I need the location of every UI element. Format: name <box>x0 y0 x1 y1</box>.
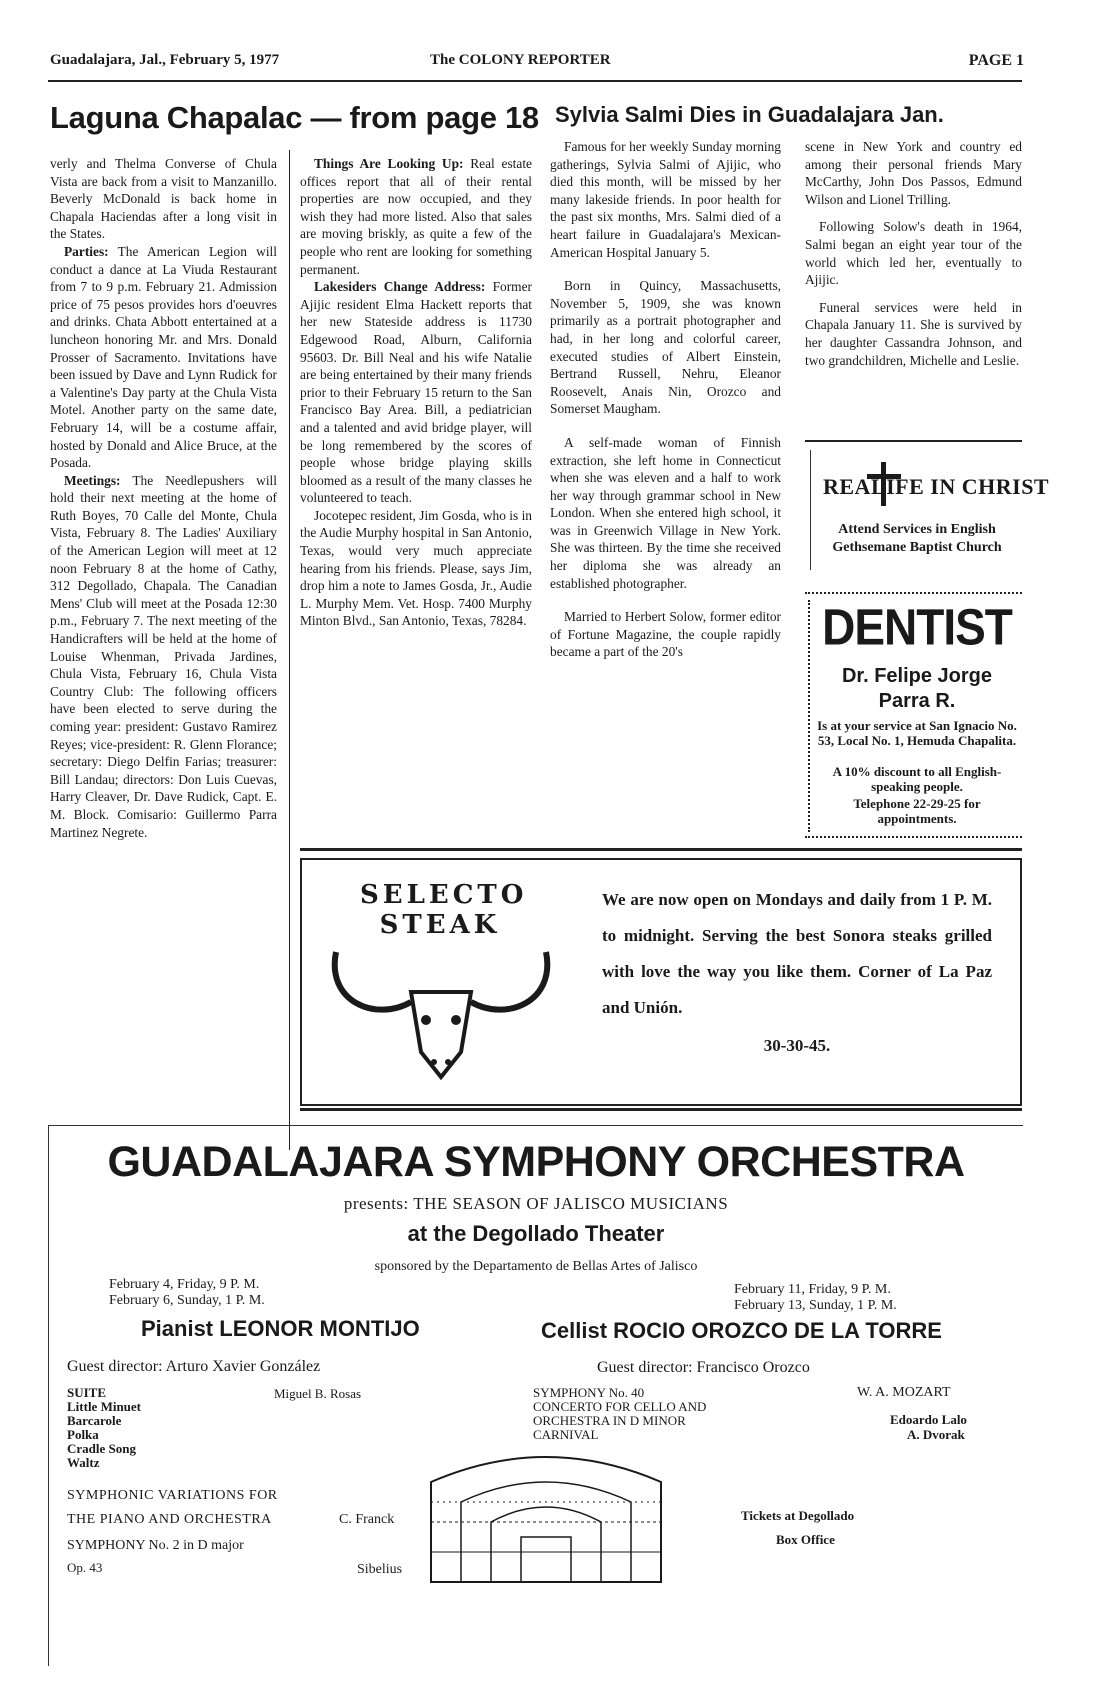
left-work-2b: THE PIANO AND ORCHESTRA <box>67 1512 272 1527</box>
right-composer-2: Edoardo Lalo <box>890 1412 967 1427</box>
laguna-column-1 <box>50 155 277 841</box>
tickets-line-2: Box Office <box>776 1532 835 1547</box>
column-divider <box>289 150 290 1150</box>
dentist-ad-border-top <box>805 592 1022 594</box>
theater-illustration <box>421 1442 671 1592</box>
laguna-paragraph: Meetings: The Needlepushers will hold their next meeting at the home of Ruth Boyes, 70 Calle del Monte, Chula Vista, February 8. The Ladies' Auxiliary of the American Legion will meet at 12 noon February 8 at the home of Cathy, 312 Degollado, Chapala. The Canadian Mens' Club will meet at the Posada 12:30 p.m., February 7. The next meeting of the Handicrafters will be held at the home of Louise Whenman, Privada Jardines, Chula Vista, February 16, Chula Vista Country Club: The following officers have been elected to serve during the coming year: president: Gustavo Ramirez Reyes; vice-president: R. Glenn Florance; secretary: Diego Delfin Farias; treasurer: Bill Landau; directors: Don Luis Cuevas, Harry Cleaver, Dr. Dave Rudick, Capt. E. M. Block. Comisario: Guillermo Parra Martinez Negrete. <box>50 472 277 840</box>
symphony-presents: presents: THE SEASON OF JALISCO MUSICIANS <box>343 1194 729 1213</box>
right-soloist-role: Cellist <box>541 1318 608 1343</box>
program-item: SYMPHONY No. 40 <box>533 1385 645 1400</box>
program-item: Barcarole <box>67 1413 122 1428</box>
program-item: SUITE <box>67 1385 107 1400</box>
steak-ad-rule-bottom <box>300 1108 1022 1111</box>
laguna-paragraph: verly and Thelma Converse of Chula Vista are back from a visit to Manzanillo. Beverly McDonald is back home in Chapala Haciendas after a long visit in the States. <box>50 156 277 242</box>
right-program <box>533 1386 706 1442</box>
masthead <box>50 50 1024 76</box>
right-soloist-name: ROCIO OROZCO DE LA TORRE <box>613 1318 942 1343</box>
dentist-discount: A 10% discount to all English-speaking people. <box>832 764 1002 794</box>
dentist-phone: Telephone 22-29-25 for appointments. <box>853 796 981 826</box>
left-work-2a: SYMPHONIC VARIATIONS FOR <box>67 1488 278 1503</box>
right-soloist <box>541 1318 942 1344</box>
right-date-1: February 11, Friday, 9 P. M. <box>734 1282 891 1297</box>
symphony-sponsor: sponsored by the Departamento de Bellas Artes of Jalisco <box>374 1259 698 1274</box>
laguna-column-2 <box>300 155 532 630</box>
laguna-paragraph: Parties: The American Legion will conduct a dance at La Viuda Restaurant from 7 to 9 p.m. February 21. Admission price of 75 pesos provides hors d'oeuvres and drinks. Chata Abbott entertained at a luncheon honoring Mr. and Mrs. Donald Prosser of Sacramento. Invitations have been issued by Dave and Lynn Rudick for a Valentine's Day party at the Chula Vista Motel. Another party on the same date, February 14, will be a costume affair, hosted by Donald and Alice Bruce, at the Posada. <box>50 243 277 471</box>
left-soloist-name: LEONOR MONTIJO <box>219 1316 420 1341</box>
realife-church: Gethsemane Baptist Church <box>832 540 1002 555</box>
symphony-title: GUADALAJARA SYMPHONY ORCHESTRA <box>107 1138 965 1186</box>
page-number: PAGE 1 <box>968 52 1024 69</box>
left-date-2: February 6, Sunday, 1 P. M. <box>109 1293 265 1308</box>
sylvia-column-2 <box>805 138 1022 369</box>
steak-ad <box>300 858 1022 1106</box>
left-work-3a: SYMPHONY No. 2 in D major <box>67 1538 244 1553</box>
program-item: Waltz <box>67 1455 100 1470</box>
sylvia-paragraph: Married to Herbert Solow, former editor of Fortune Magazine, the couple rapidly became a part of the 20's <box>550 609 781 660</box>
steak-ad-rule-top <box>300 848 1022 851</box>
sylvia-paragraph: Famous for her weekly Sunday morning gatherings, Sylvia Salmi of Ajijic, who died this month, will be missed by her many lakeside friends. In poor health for the past six months, Mrs. Salmi died of a heart failure in Guadalajara's Mexican-American Hospital January 5. <box>550 139 781 260</box>
laguna-paragraph: Things Are Looking Up: Real estate offices report that all of their rental properties are now occupied, and they wish they had more listed. Also that sales are moving briskly, as quite a few of the people who rent are looking for something permanent. <box>300 156 533 277</box>
realife-logo-text: REALIFE IN CHRIST <box>823 474 1050 499</box>
laguna-paragraph: Jocotepec resident, Jim Gosda, who is in the Audie Murphy hospital in San Antonio, Texas, would very much appreciate hearing from his friends. Please, says Jim, drop him a note to James Gosda, Jr., Audie L. Murphy Mem. Vet. Hosp. 7400 Murphy Minton Blvd., San Antonio, Texas, 78284. <box>300 507 532 629</box>
left-work-3b: Op. 43 <box>67 1560 103 1575</box>
laguna-paragraph: Lakesiders Change Address: Former Ajijic resident Elma Hackett reports that her new Stateside address is 11730 Edgewood Road, Alburn, California 95603. Dr. Bill Neal and his wife Natalie are being entertained by their many friends prior to their February 15 return to the San Francisco Bay Area. Bill, a pediatrician and a talented and avid bridge player, will be long remembered by the scores of people whose bridge playing skills bloomed as a result of the many classes he volunteered to teach. <box>300 279 532 506</box>
sylvia-headline: Sylvia Salmi Dies in Guadalajara Jan. <box>555 102 944 127</box>
left-date-1: February 4, Friday, 9 P. M. <box>109 1277 260 1292</box>
right-composer-3: A. Dvorak <box>907 1427 965 1442</box>
left-composer-1: Miguel B. Rosas <box>274 1386 362 1401</box>
realife-services: Attend Services in English <box>838 522 996 537</box>
program-item: Little Minuet <box>67 1399 142 1414</box>
left-composer-2: C. Franck <box>339 1512 395 1527</box>
dentist-address: Is at your service at San Ignacio No. 53, Local No. 1, Hemuda Chapalita. <box>817 718 1017 748</box>
symphony-venue: at the Degollado Theater <box>407 1221 665 1246</box>
sylvia-paragraph: Funeral services were held in Chapala January 11. She is survived by her daughter Cassandra Johnson, and two grandchildren, Michelle and Leslie. <box>805 299 1022 368</box>
left-director: Guest director: Arturo Xavier González <box>67 1358 321 1375</box>
tickets-line-1: Tickets at Degollado <box>741 1508 855 1523</box>
left-soloist <box>141 1316 420 1342</box>
sylvia-paragraph: A self-made woman of Finnish extraction, she left home in Connecticut when she was eleven and a half to work her way through grammar school in New London. When she entered high school, it was in Greenwich Village in New York. She was thirteen. By the time she received her diploma she was already an established photographer. <box>550 434 781 591</box>
right-date-2: February 13, Sunday, 1 P. M. <box>734 1298 897 1313</box>
steak-phone: 30-30-45. <box>763 1036 831 1055</box>
realife-ad <box>810 450 1050 570</box>
masthead-rule <box>48 80 1022 82</box>
laguna-headline: Laguna Chapalac — from page 18 <box>50 100 539 135</box>
dateline: Guadalajara, Jal., February 5, 1977 <box>50 52 280 68</box>
left-program <box>67 1386 141 1470</box>
program-item: Polka <box>67 1427 99 1442</box>
dentist-ad <box>808 600 1024 832</box>
dentist-name: Dr. Felipe Jorge Parra R. <box>841 665 993 712</box>
sylvia-column-1 <box>550 138 781 661</box>
program-item: Cradle Song <box>67 1441 136 1456</box>
left-soloist-role: Pianist <box>141 1316 214 1341</box>
symphony-ad <box>48 1125 1023 1666</box>
dentist-ad-border-bottom <box>805 836 1022 838</box>
steak-description: We are now open on Mondays and daily from 1 P. M. to midnight. Serving the best Sonora steaks grilled with love the way you like them. Corner of La Paz and Unión. <box>602 890 992 1017</box>
right-composer-1: W. A. MOZART <box>857 1385 951 1400</box>
ad-divider <box>805 440 1022 442</box>
realife-logo <box>823 460 1050 508</box>
dentist-title: DENTIST <box>822 598 1012 656</box>
sylvia-paragraph: Born in Quincy, Massachusetts, November 5, 1909, she was known primarily as a portrait photographer and had, in her long and colorful career, executed studies of Albert Einstein, Bertrand Russell, Nehru, Eleanor Roosevelt, Anais Nin, Orozco and Somerset Maugham. <box>550 278 781 417</box>
program-item: CARNIVAL <box>533 1427 599 1442</box>
left-composer-3: Sibelius <box>357 1562 403 1577</box>
program-item: ORCHESTRA IN D MINOR <box>533 1413 686 1428</box>
sylvia-paragraph: Following Solow's death in 1964, Salmi began an eight year tour of the world which led her, eventually to Ajijic. <box>805 219 1022 288</box>
steak-logo-text: SELECTO STEAK <box>360 880 528 940</box>
paper-name: The COLONY REPORTER <box>430 52 611 68</box>
program-item: CONCERTO FOR CELLO AND <box>533 1399 707 1414</box>
sylvia-paragraph: scene in New York and country ed among their personal friends Mary McCarthy, John Dos Passos, Edmund Wilson and Lionel Trilling. <box>805 139 1022 207</box>
right-director: Guest director: Francisco Orozco <box>597 1359 810 1376</box>
